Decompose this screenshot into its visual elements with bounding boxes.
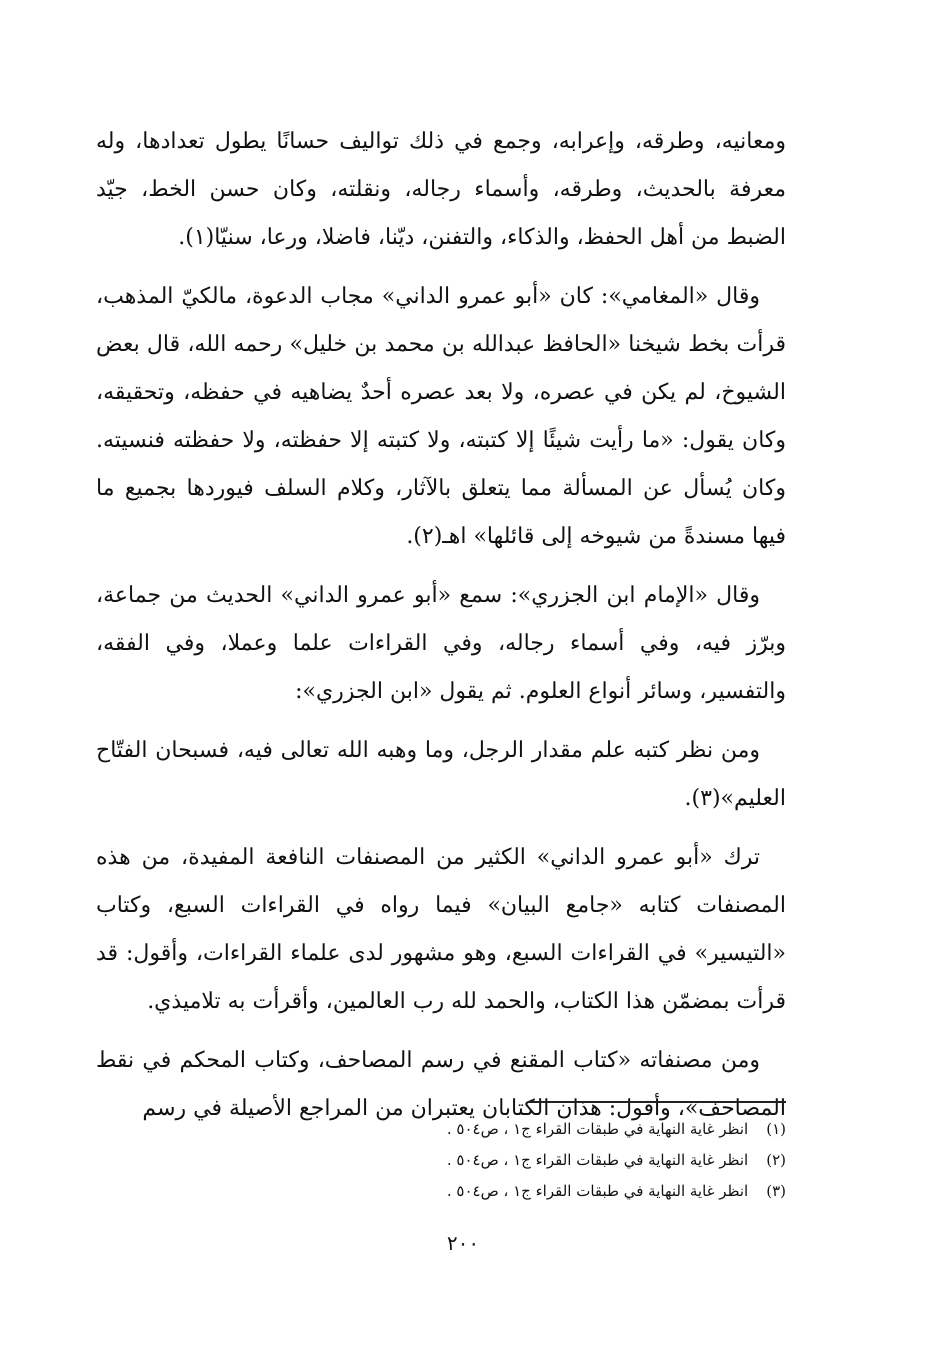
footnote-item bbox=[96, 1114, 786, 1145]
footnote-item bbox=[96, 1176, 786, 1207]
page-number: ٢٠٠ bbox=[446, 1231, 480, 1255]
paragraph-continuation: ومعانيه، وطرقه، وإعرابه، وجمع في ذلك تواليف حسانًا يطول تعدادها، وله معرفة بالحديث، وطرقه، وأسماء رجاله، ونقلته، وكان حسن الخط، جيّد الضبط من أهل الحفظ، والذكاء، والتفنن، ديّنا، فاضلا، ورعا، سنيّا(١). bbox=[96, 129, 786, 250]
footnotes bbox=[96, 1114, 786, 1207]
footnote-text: انظر غاية النهاية في طبقات القراء ج١ ، ص٥٠٤ . bbox=[446, 1151, 749, 1169]
footnote-number: (٢) bbox=[766, 1151, 786, 1169]
footnote-number: (١) bbox=[766, 1120, 786, 1138]
paragraph-muqni: ومن مصنفاته «كتاب المقنع في رسم المصاحف، وكتاب المحكم في نقط المصاحف»، وأقول: هذان الكتابان يعتبران من المراجع الأصيلة في رسم bbox=[96, 1048, 786, 1121]
paragraph-works: ترك «أبو عمرو الداني» الكثير من المصنفات النافعة المفيدة، من هذه المصنفات كتابه «جامع البيان» فيما رواه في القراءات السبع، وكتاب «التيسير» في القراءات السبع، وهو مشهور لدى علماء القراءات، وأقول: قد قرأت بمضمّن هذا الكتاب، والحمد لله رب العالمين، وأقرأت به تلاميذي. bbox=[96, 845, 786, 1014]
footnote-item bbox=[96, 1145, 786, 1176]
paragraph-maghami-quote: وقال «المغامي»: كان «أبو عمرو الداني» مجاب الدعوة، مالكيّ المذهب، قرأت بخط شيخنا «الحافظ عبدالله بن محمد بن خليل» رحمه الله، قال بعض الشيوخ، لم يكن في عصره، ولا بعد عصره أحدٌ يضاهيه في حفظه، وتحقيقه، وكان يقول: «ما رأيت شيئًا إلا كتبته، ولا كتبته إلا حفظته، ولا حفظته فنسيته. وكان يُسأل عن المسألة مما يتعلق بالآثار، وكلام السلف فيوردها بجميع ما فيها مسندةً من شيوخه إلى قائلها» اهـ(٢). bbox=[96, 284, 786, 549]
paragraph-ibn-jazari: وقال «الإمام ابن الجزري»: سمع «أبو عمرو الداني» الحديث من جماعة، وبرّز فيه، وفي أسماء رجاله، وفي القراءات علما وعملا، وفي الفقه، والتفسير، وسائر أنواع العلوم. ثم يقول «ابن الجزري»: bbox=[96, 583, 786, 704]
main-text bbox=[96, 118, 786, 1144]
paragraph-quote-ending: ومن نظر كتبه علم مقدار الرجل، وما وهبه الله تعالى فيه، فسبحان الفتّاح العليم»(٣). bbox=[96, 738, 786, 811]
footnote-divider bbox=[528, 1101, 786, 1103]
footnote-text: انظر غاية النهاية في طبقات القراء ج١ ، ص٥٠٤ . bbox=[446, 1120, 749, 1138]
footnote-text: انظر غاية النهاية في طبقات القراء ج١ ، ص٥٠٤ . bbox=[446, 1182, 749, 1200]
footnote-number: (٣) bbox=[766, 1182, 786, 1200]
